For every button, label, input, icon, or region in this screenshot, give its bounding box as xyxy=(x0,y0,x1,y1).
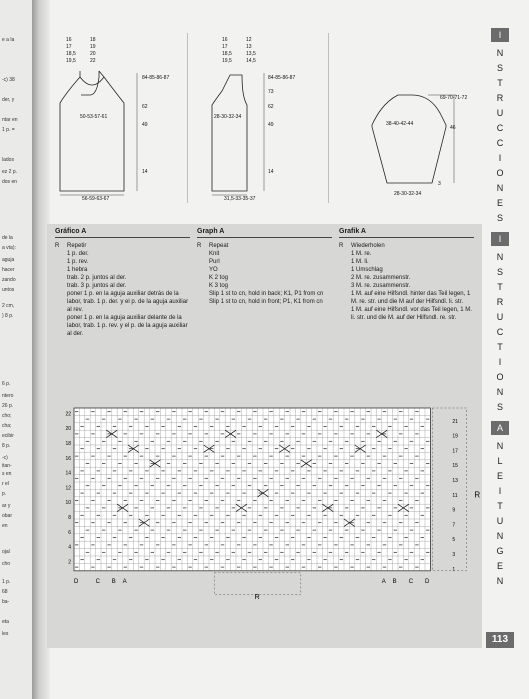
row-number-right: 11 xyxy=(452,492,458,499)
facing-page-text: 6 p. xyxy=(2,381,11,387)
facing-page-text: ojal xyxy=(2,549,10,555)
legend-symbol xyxy=(55,274,67,282)
legend-text: 1 hebra xyxy=(67,267,88,273)
sidebar-letter: R xyxy=(496,297,504,307)
legend-row xyxy=(55,250,190,258)
section-tab[interactable]: A xyxy=(491,421,509,435)
legend-symbol xyxy=(55,250,67,258)
sidebar-letter: N xyxy=(496,387,504,397)
row-number-left: 20 xyxy=(65,426,71,433)
legend-text: 1 M. li. xyxy=(351,259,369,265)
sidebar-letter: U xyxy=(496,108,504,118)
repeat-label-right: R xyxy=(474,490,481,500)
facing-page-text: les xyxy=(2,631,9,637)
legend-symbol xyxy=(197,258,209,266)
sidebar-letter: S xyxy=(496,267,503,277)
repeat-label-bottom: R xyxy=(254,593,260,601)
front-body-schematic xyxy=(52,33,182,213)
size-num: 19,5 xyxy=(66,58,76,64)
facing-page-text: cho; xyxy=(2,413,12,419)
facing-page-text: 68 xyxy=(2,589,8,595)
row-number-left: 4 xyxy=(68,544,71,551)
height-measure: 62 xyxy=(142,104,148,110)
height-measure: 49 xyxy=(268,122,274,128)
facing-page-text: ntar en xyxy=(2,117,18,123)
legend-text: K 3 tog xyxy=(209,283,229,289)
legend-symbol: R xyxy=(339,243,344,249)
sidebar-letter: R xyxy=(496,93,504,103)
legend-spanish xyxy=(55,228,190,338)
legend-row xyxy=(339,290,474,306)
facing-page-text: ar y xyxy=(2,503,11,509)
legend-row xyxy=(339,282,474,290)
size-num: 19 xyxy=(90,44,96,50)
legend-row xyxy=(55,242,190,250)
bottom-measure: 31,5-33-35-37 xyxy=(224,196,256,202)
legend-symbol xyxy=(55,290,67,314)
legend-text: trab. 2 p. juntos al der. xyxy=(67,275,127,281)
legend-text: poner 1 p. en la aguja auxiliar delante de la labor, trab. 1 p. rev. y el p. de la aguja auxiliar al der. xyxy=(67,315,188,337)
legend-row xyxy=(197,298,332,306)
repeat-bracket-bottom xyxy=(214,573,300,595)
facing-page-text: eta xyxy=(2,619,9,625)
sidebar-letter: C xyxy=(496,327,504,337)
facing-page-text: 2 cm, xyxy=(2,303,15,309)
sidebar-letter: O xyxy=(496,372,504,382)
sidebar-letter: E xyxy=(496,471,503,481)
legend-text: Wiederholen xyxy=(351,243,385,249)
row-number-right: 7 xyxy=(452,522,456,529)
sidebar-letter: E xyxy=(496,198,503,208)
legend-text: 2 M. re. zusammenstr. xyxy=(351,275,411,281)
legend-symbol xyxy=(197,274,209,282)
legend-text: Purl xyxy=(209,259,220,265)
legend-text: Repetir xyxy=(67,243,87,249)
legend-symbol xyxy=(339,274,351,282)
column-letter: C xyxy=(95,578,100,585)
row-number-right: 1 xyxy=(452,566,456,573)
sidebar-letter: N xyxy=(496,48,504,58)
height-measure: 14 xyxy=(268,169,274,175)
column-letter: D xyxy=(74,578,79,585)
legend-row xyxy=(339,250,474,258)
facing-page-text: en xyxy=(2,523,8,529)
facing-page-text: de la xyxy=(2,235,13,241)
legend-row xyxy=(55,282,190,290)
size-num: 22 xyxy=(90,58,96,64)
facing-page-text: itan- xyxy=(2,463,12,469)
row-number-right: 5 xyxy=(452,537,456,544)
legend-symbol: R xyxy=(197,243,202,249)
facing-page-text: -c) 38 xyxy=(2,77,15,83)
legend-row xyxy=(55,274,190,282)
legend-row xyxy=(339,258,474,266)
legend-row xyxy=(55,266,190,274)
shoulder-measure: 84-85-86-87 xyxy=(268,75,296,81)
legend-title: Grafik A xyxy=(339,228,474,238)
row-number-left: 8 xyxy=(68,515,71,521)
row-number-left: 2 xyxy=(68,559,71,566)
facing-page-text: ntero xyxy=(2,393,14,399)
legend-symbol xyxy=(197,282,209,290)
legend-row xyxy=(197,250,332,258)
facing-page-text: der, y xyxy=(2,97,15,103)
legend-text: Knit xyxy=(209,251,220,257)
legend-row xyxy=(197,266,332,274)
facing-page-text: e a la xyxy=(2,37,15,43)
sidebar-letter: S xyxy=(496,63,503,73)
legend-symbol xyxy=(339,250,351,258)
facing-page-text: 1 p. = xyxy=(2,127,15,133)
size-num: 18,5 xyxy=(222,51,232,57)
legend-symbol xyxy=(339,266,351,274)
row-number-right: 13 xyxy=(452,478,458,484)
bottom-measure: 28-30-32-34 xyxy=(394,191,422,197)
sidebar-letter: O xyxy=(496,168,504,178)
legend-row xyxy=(339,242,474,250)
size-num: 12 xyxy=(246,37,252,43)
row-number-right: 3 xyxy=(452,552,456,558)
legend-symbol xyxy=(197,290,209,298)
facing-page-strip xyxy=(0,0,32,699)
sidebar-letter: U xyxy=(496,516,504,526)
facing-page-text: hacer xyxy=(2,267,15,273)
legend-german xyxy=(339,228,474,322)
sidebar-letter: U xyxy=(496,312,504,322)
legend-symbol xyxy=(55,314,67,338)
section-index-sidebar xyxy=(486,28,514,668)
legend-row xyxy=(55,290,190,314)
row-number-left: 14 xyxy=(65,470,71,477)
facing-page-text: zando xyxy=(2,277,16,283)
legend-symbol xyxy=(55,282,67,290)
size-num: 14,5 xyxy=(246,58,256,64)
sidebar-letter: S xyxy=(496,402,503,412)
column-letter: B xyxy=(392,578,397,585)
sidebar-letter: N xyxy=(496,441,504,451)
legend-symbol xyxy=(339,290,351,306)
sidebar-letter: N xyxy=(496,531,504,541)
legend-row xyxy=(55,258,190,266)
legend-title: Graph A xyxy=(197,228,332,238)
legend-english xyxy=(197,228,332,306)
shoulder-measure: 84-85-86-87 xyxy=(142,75,170,81)
divider xyxy=(187,33,188,203)
legend-text: Slip 1 st to cn, hold in front; P1, K1 from cn xyxy=(209,299,323,305)
legend-symbol xyxy=(339,306,351,322)
legend-row xyxy=(197,290,332,298)
legend-symbol xyxy=(197,266,209,274)
page-number: 113 xyxy=(486,632,514,648)
row-number-right: 9 xyxy=(452,507,456,514)
legend-text: Slip 1 st to cn, hold in back; K1, P1 from cn xyxy=(209,291,324,297)
row-number-left: 6 xyxy=(68,529,71,536)
legend-text: YO xyxy=(209,267,218,273)
legend-row xyxy=(339,266,474,274)
sidebar-letter: N xyxy=(496,183,504,193)
legend-symbol: R xyxy=(55,243,60,249)
row-number-right: 17 xyxy=(452,448,458,455)
facing-page-text: 1 p. xyxy=(2,579,11,585)
row-number-left: 10 xyxy=(65,500,71,507)
height-measure: 73 xyxy=(268,89,274,95)
sidebar-letter: I xyxy=(498,486,502,496)
legend-text: 1 M. auf eine Hilfsndl. hinter das Teil legen, 1 M. re. str. und die M auf der Hilfsndl. li. str. xyxy=(351,291,471,305)
size-num: 19,5 xyxy=(222,58,232,64)
legend-row xyxy=(197,274,332,282)
legend-text: poner 1 p. en la aguja auxiliar detrás de la labor, trab. 1 p. der. y el p. de la aguja auxiliar al rev. xyxy=(67,291,189,313)
legend-text: 1 p. rev. xyxy=(67,259,89,265)
row-number-left: 12 xyxy=(65,485,71,492)
sidebar-letter: C xyxy=(496,123,504,133)
row-number-right: 15 xyxy=(452,463,458,470)
sidebar-letter: I xyxy=(498,357,502,367)
facing-page-text: obar xyxy=(2,513,13,519)
legend-text: 1 M. auf eine Hilfsndl. vor das Teil legen, 1 M. li. str. und die M. auf der Hilfsndl. re. str. xyxy=(351,307,472,321)
knitting-chart xyxy=(52,402,481,610)
legend-row xyxy=(197,242,332,250)
facing-page-text: a vta): xyxy=(2,245,16,251)
back-body-schematic xyxy=(202,33,332,213)
width-measure: 50-53-57-61 xyxy=(80,114,108,120)
legend-symbol xyxy=(339,258,351,266)
height-measure: 46 xyxy=(450,125,456,131)
height-measure: 3 xyxy=(438,181,441,187)
sidebar-letter: L xyxy=(497,456,503,466)
facing-page-text: untos xyxy=(2,287,15,293)
column-letter: B xyxy=(111,578,116,585)
sidebar-letter: C xyxy=(496,138,504,148)
column-letter: A xyxy=(381,578,386,585)
legend-row xyxy=(55,314,190,338)
column-letter: D xyxy=(425,578,430,585)
row-number-left: 18 xyxy=(65,441,71,447)
sidebar-letter: T xyxy=(497,342,503,352)
size-num: 17 xyxy=(66,44,72,50)
facing-page-text: cha; xyxy=(2,423,12,429)
size-num: 20 xyxy=(90,51,96,57)
row-number-left: 16 xyxy=(65,455,71,462)
facing-page-text: -c) xyxy=(2,455,8,461)
facing-page-text: p. xyxy=(2,491,7,497)
legend-row xyxy=(197,282,332,290)
sidebar-letter: E xyxy=(496,561,503,571)
width-measure: 38-40-42-44 xyxy=(386,121,414,127)
width-measure: 28-30-32-34 xyxy=(214,114,242,120)
row-number-right: 19 xyxy=(452,433,458,440)
facing-page-text: 26 p. xyxy=(2,403,14,409)
top-measure: 69-70-71-72 xyxy=(440,95,468,101)
size-num: 17 xyxy=(222,44,228,50)
repeat-bracket-right xyxy=(432,408,466,571)
legend-title: Gráfico A xyxy=(55,228,190,238)
legend-text: 1 p. der. xyxy=(67,251,89,257)
height-measure: 49 xyxy=(142,122,148,128)
facing-page-text: ecibir xyxy=(2,433,14,439)
legend-text: 3 M. re. zusammenstr. xyxy=(351,283,411,289)
height-measure: 62 xyxy=(268,104,274,110)
facing-page-text: cho xyxy=(2,561,11,567)
sidebar-letter: T xyxy=(497,78,503,88)
section-tab[interactable]: I xyxy=(491,232,509,246)
size-num: 13 xyxy=(246,44,252,50)
facing-page-text: 8 p. xyxy=(2,443,11,449)
size-num: 18,5 xyxy=(66,51,76,57)
legend-symbol xyxy=(55,258,67,266)
facing-page-text: s en xyxy=(2,471,12,477)
size-num: 16 xyxy=(222,37,228,43)
facing-page-text: lados xyxy=(2,157,14,163)
sidebar-letter: S xyxy=(496,213,503,223)
facing-page-text: dos en xyxy=(2,179,18,185)
size-num: 18 xyxy=(90,37,96,43)
sidebar-letter: G xyxy=(496,546,504,556)
facing-page-text: ez 2 p. xyxy=(2,169,18,175)
facing-page-text: aguja xyxy=(2,257,15,263)
legend-row xyxy=(339,274,474,282)
sidebar-letter: T xyxy=(497,501,503,511)
legend-symbol xyxy=(197,250,209,258)
legend-text: trab. 3 p. juntos al der. xyxy=(67,283,127,289)
sidebar-letter: N xyxy=(496,252,504,262)
legend-text: 1 Umschlag xyxy=(351,267,383,273)
legend-symbol xyxy=(339,282,351,290)
sidebar-letter: I xyxy=(498,153,502,163)
facing-page-text: ) 8 p. xyxy=(2,313,14,319)
sidebar-letter: N xyxy=(496,576,504,586)
height-measure: 14 xyxy=(142,169,148,175)
column-letter: A xyxy=(122,578,127,585)
legend-symbol xyxy=(55,266,67,274)
bottom-measure: 56-59-63-67 xyxy=(82,196,110,202)
legend-symbol xyxy=(197,298,209,306)
sidebar-letter: T xyxy=(497,282,503,292)
size-num: 16 xyxy=(66,37,72,43)
column-letter: C xyxy=(408,578,414,585)
legend-text: 1 M. re. xyxy=(351,251,372,257)
facing-page-text: r el xyxy=(2,481,9,487)
row-number-right: 21 xyxy=(452,418,458,425)
row-number-left: 22 xyxy=(65,411,71,418)
legend-row xyxy=(339,306,474,322)
legend-text: Repeat xyxy=(209,243,229,249)
size-num: 13,5 xyxy=(246,51,256,57)
garment-schematics xyxy=(52,33,482,223)
facing-page-text: ba- xyxy=(2,599,10,605)
section-tab[interactable]: I xyxy=(491,28,509,42)
legend-row xyxy=(197,258,332,266)
legend-text: K 2 tog xyxy=(209,275,229,281)
sleeve-schematic xyxy=(342,33,492,213)
